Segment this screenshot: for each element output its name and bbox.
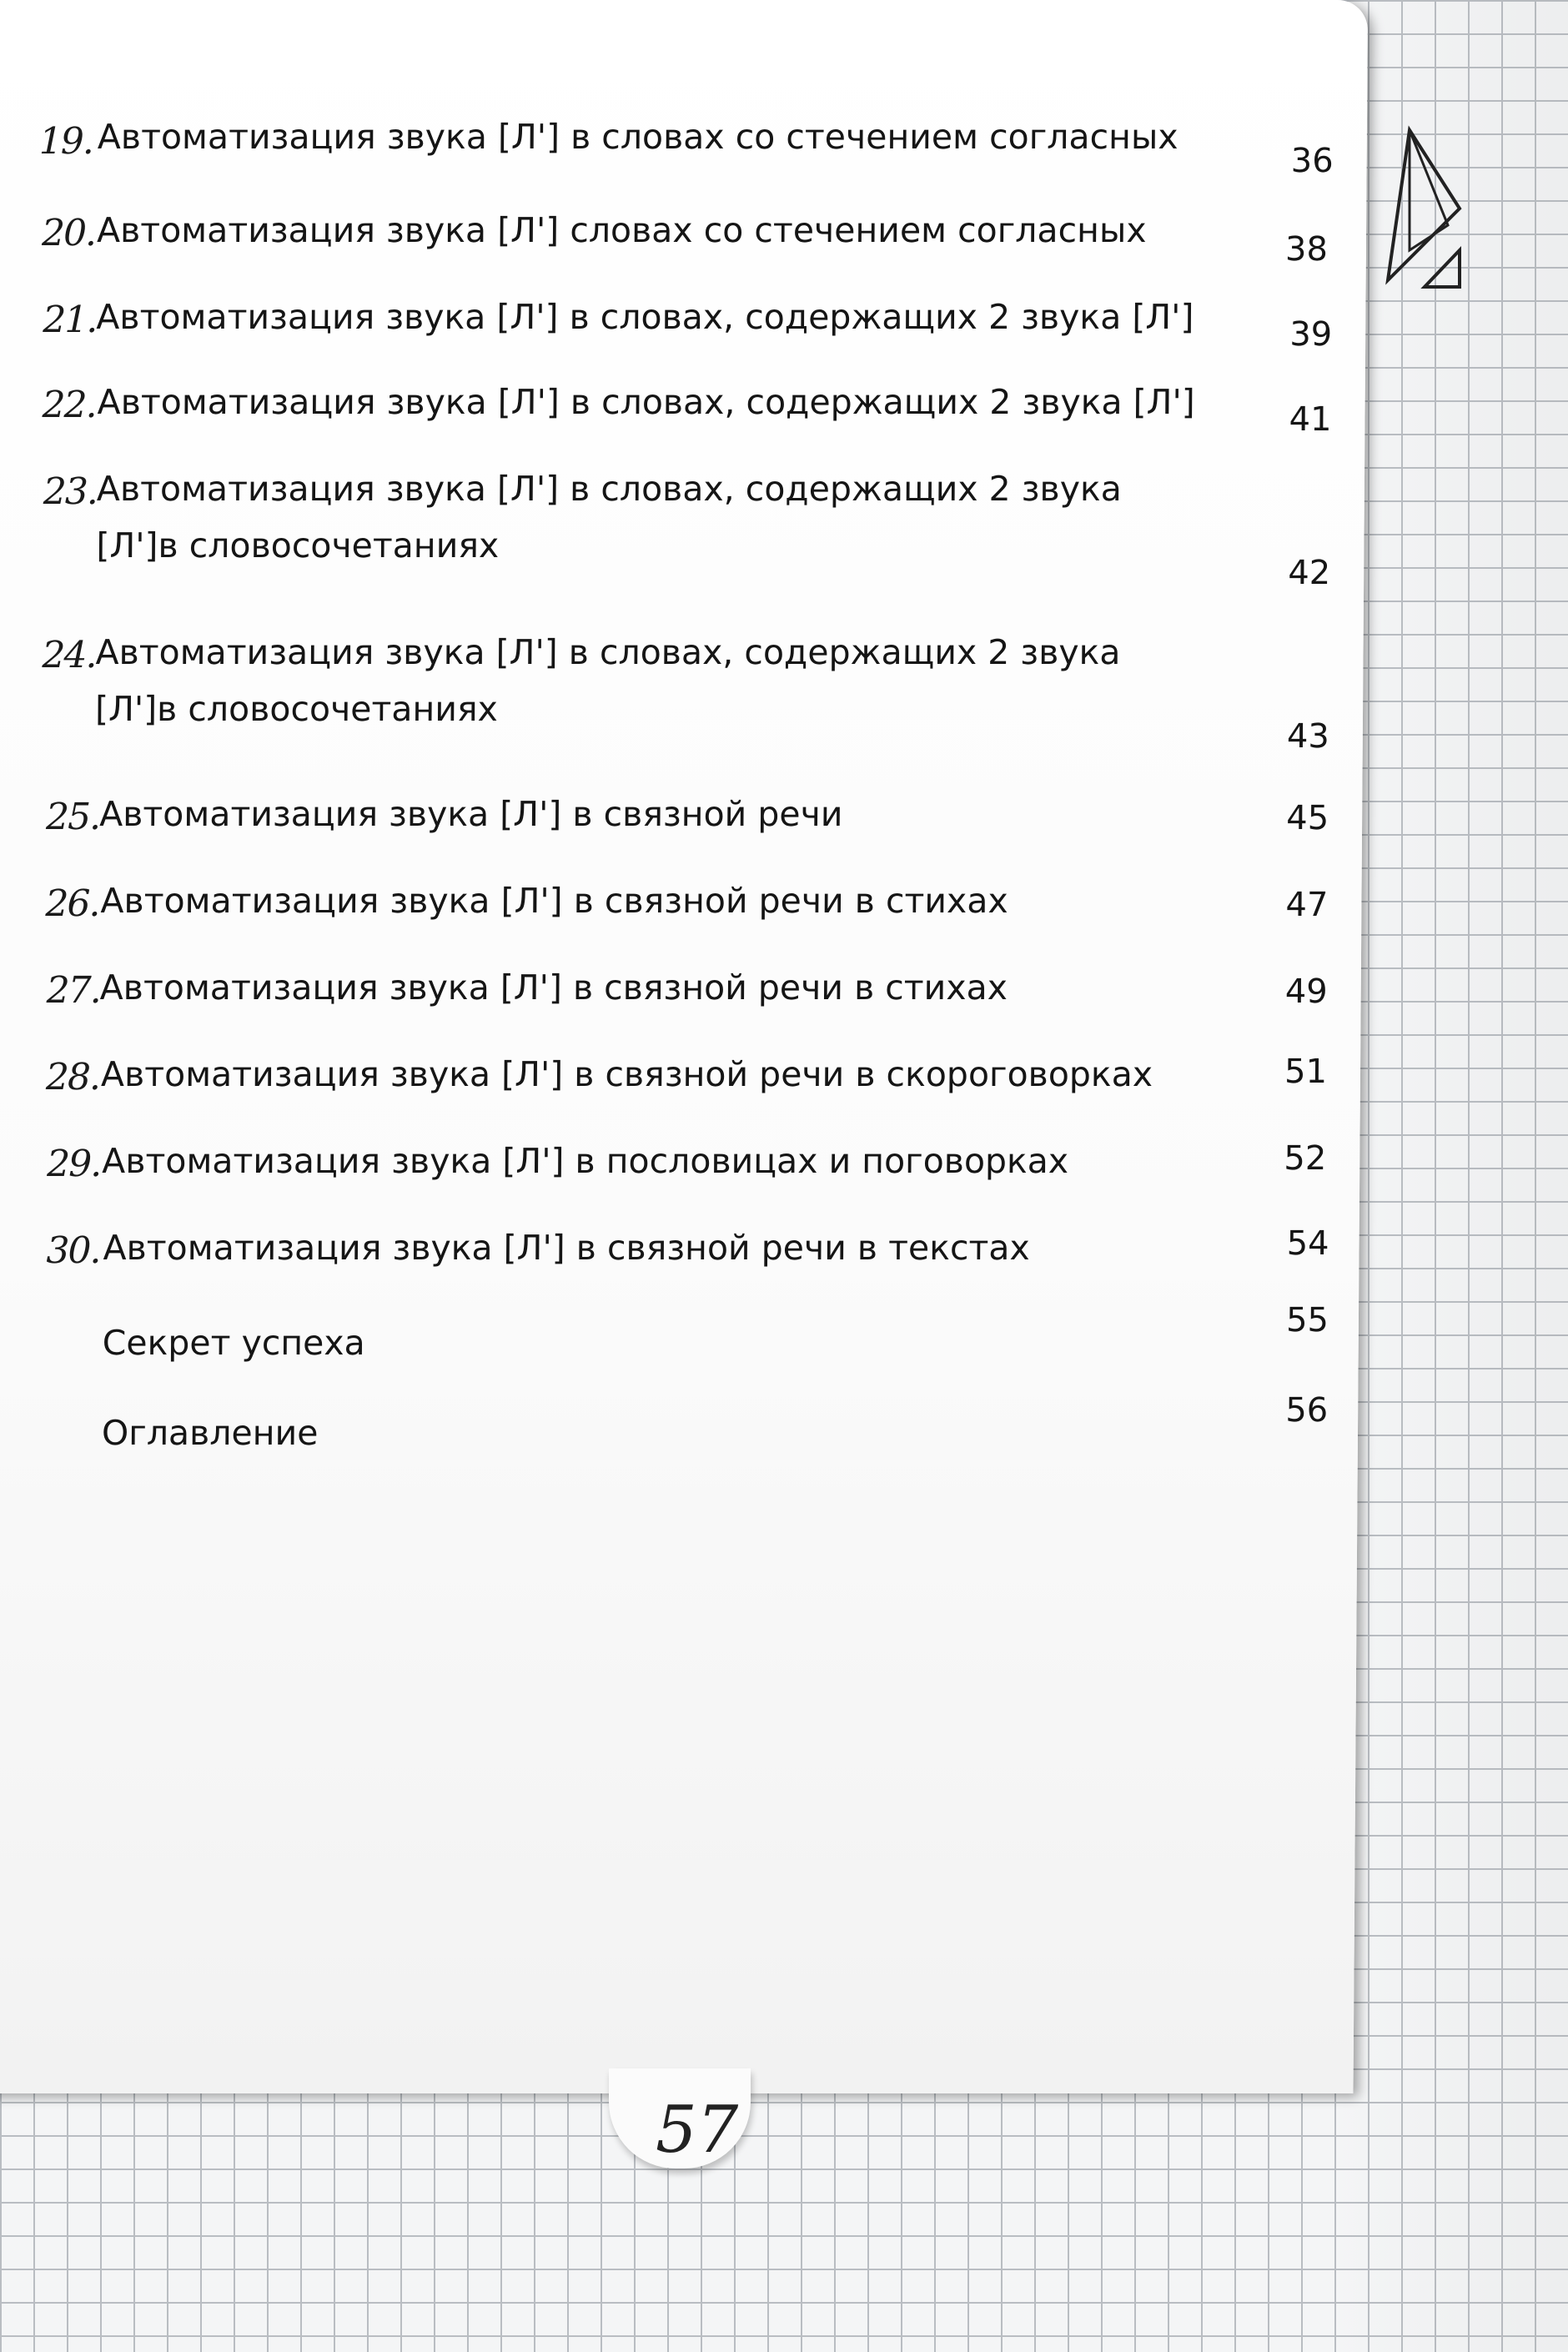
toc-entry-page: 47 bbox=[1285, 886, 1329, 924]
toc-entry-title: Секрет успеха bbox=[102, 1323, 365, 1363]
toc-entry-number: 26. bbox=[45, 882, 99, 925]
toc-entry-title: Автоматизация звука [Л'] в связной речи в текстах bbox=[103, 1228, 1030, 1268]
grid-paper-background bbox=[1334, 0, 1568, 2352]
toc-entry-number: 22. bbox=[42, 384, 96, 426]
toc-entry-page: 39 bbox=[1289, 315, 1333, 354]
toc-entry-number: 28. bbox=[45, 1056, 100, 1098]
toc-entry-number: 23. bbox=[43, 470, 98, 513]
toc-entry-secret bbox=[0, 1301, 1329, 1418]
triangle-flag-icon bbox=[1376, 125, 1468, 292]
toc-entry-page: 56 bbox=[1285, 1391, 1329, 1430]
toc-entry-title: Автоматизация звука [Л'] в связной речи bbox=[99, 794, 843, 834]
toc-entry-title: Автоматизация звука [Л'] в связной речи в стихах bbox=[99, 967, 1008, 1008]
toc-entry-page: 43 bbox=[1286, 717, 1329, 756]
toc-entry-23 bbox=[0, 464, 1331, 614]
toc-entry-page: 55 bbox=[1285, 1301, 1329, 1339]
toc-entry-number: 29. bbox=[47, 1143, 101, 1185]
toc-entry-number: 25. bbox=[45, 796, 100, 838]
toc-entry-24 bbox=[0, 627, 1330, 777]
toc-entry-title: Автоматизация звука [Л'] в связной речи в скороговорках bbox=[100, 1054, 1153, 1094]
toc-entry-title: Автоматизация звука [Л'] словах со стечением согласных bbox=[96, 210, 1147, 250]
toc-entry-title: Автоматизация звука [Л'] в словах, содержащих 2 звука [Л'] bbox=[97, 382, 1195, 422]
toc-entry-title: Автоматизация звука [Л'] в связной речи в стихах bbox=[100, 881, 1008, 921]
toc-entry-number: 19. bbox=[38, 120, 93, 163]
toc-entry-page: 45 bbox=[1286, 799, 1329, 837]
toc-entry-page: 38 bbox=[1284, 230, 1329, 269]
handwritten-page-number bbox=[651, 2085, 751, 2169]
toc-entry-page: 52 bbox=[1284, 1139, 1327, 1178]
toc-entry-title: Автоматизация звука [Л'] в словах, содержащих 2 звука [Л'] bbox=[96, 297, 1194, 337]
toc-entry-page: 41 bbox=[1289, 400, 1332, 439]
toc-entry-page: 49 bbox=[1284, 972, 1328, 1011]
toc-entry-page: 42 bbox=[1288, 554, 1331, 592]
toc-entry-page: 51 bbox=[1284, 1053, 1328, 1091]
toc-entry-title: Оглавление bbox=[101, 1413, 319, 1453]
page-number-text: 57 bbox=[656, 2093, 739, 2168]
toc-entry-page: 54 bbox=[1286, 1224, 1329, 1263]
toc-entry-number: 27. bbox=[46, 969, 100, 1012]
toc-entry-number: 24. bbox=[42, 634, 96, 676]
toc-entry-page: 36 bbox=[1290, 142, 1334, 180]
toc-entry-number: 20. bbox=[41, 212, 96, 254]
toc-entry-number: 21. bbox=[43, 299, 97, 341]
toc-entry-30 bbox=[0, 1223, 1329, 1323]
toc-entry-title: Автоматизация звука [Л'] в словах, содержащих 2 звука [Л']в словосочетаниях bbox=[94, 632, 1121, 729]
toc-entry-title: Автоматизация звука [Л'] в словах со стечением согласных bbox=[97, 117, 1179, 157]
toc-entry-contents bbox=[0, 1391, 1329, 1508]
toc-entry-number: 30. bbox=[46, 1229, 100, 1272]
toc-entry-title: Автоматизация звука [Л'] в пословицах и поговорках bbox=[102, 1141, 1069, 1181]
toc-entry-title: Автоматизация звука [Л'] в словах, содержащих 2 звука [Л']в словосочетаниях bbox=[96, 469, 1123, 565]
